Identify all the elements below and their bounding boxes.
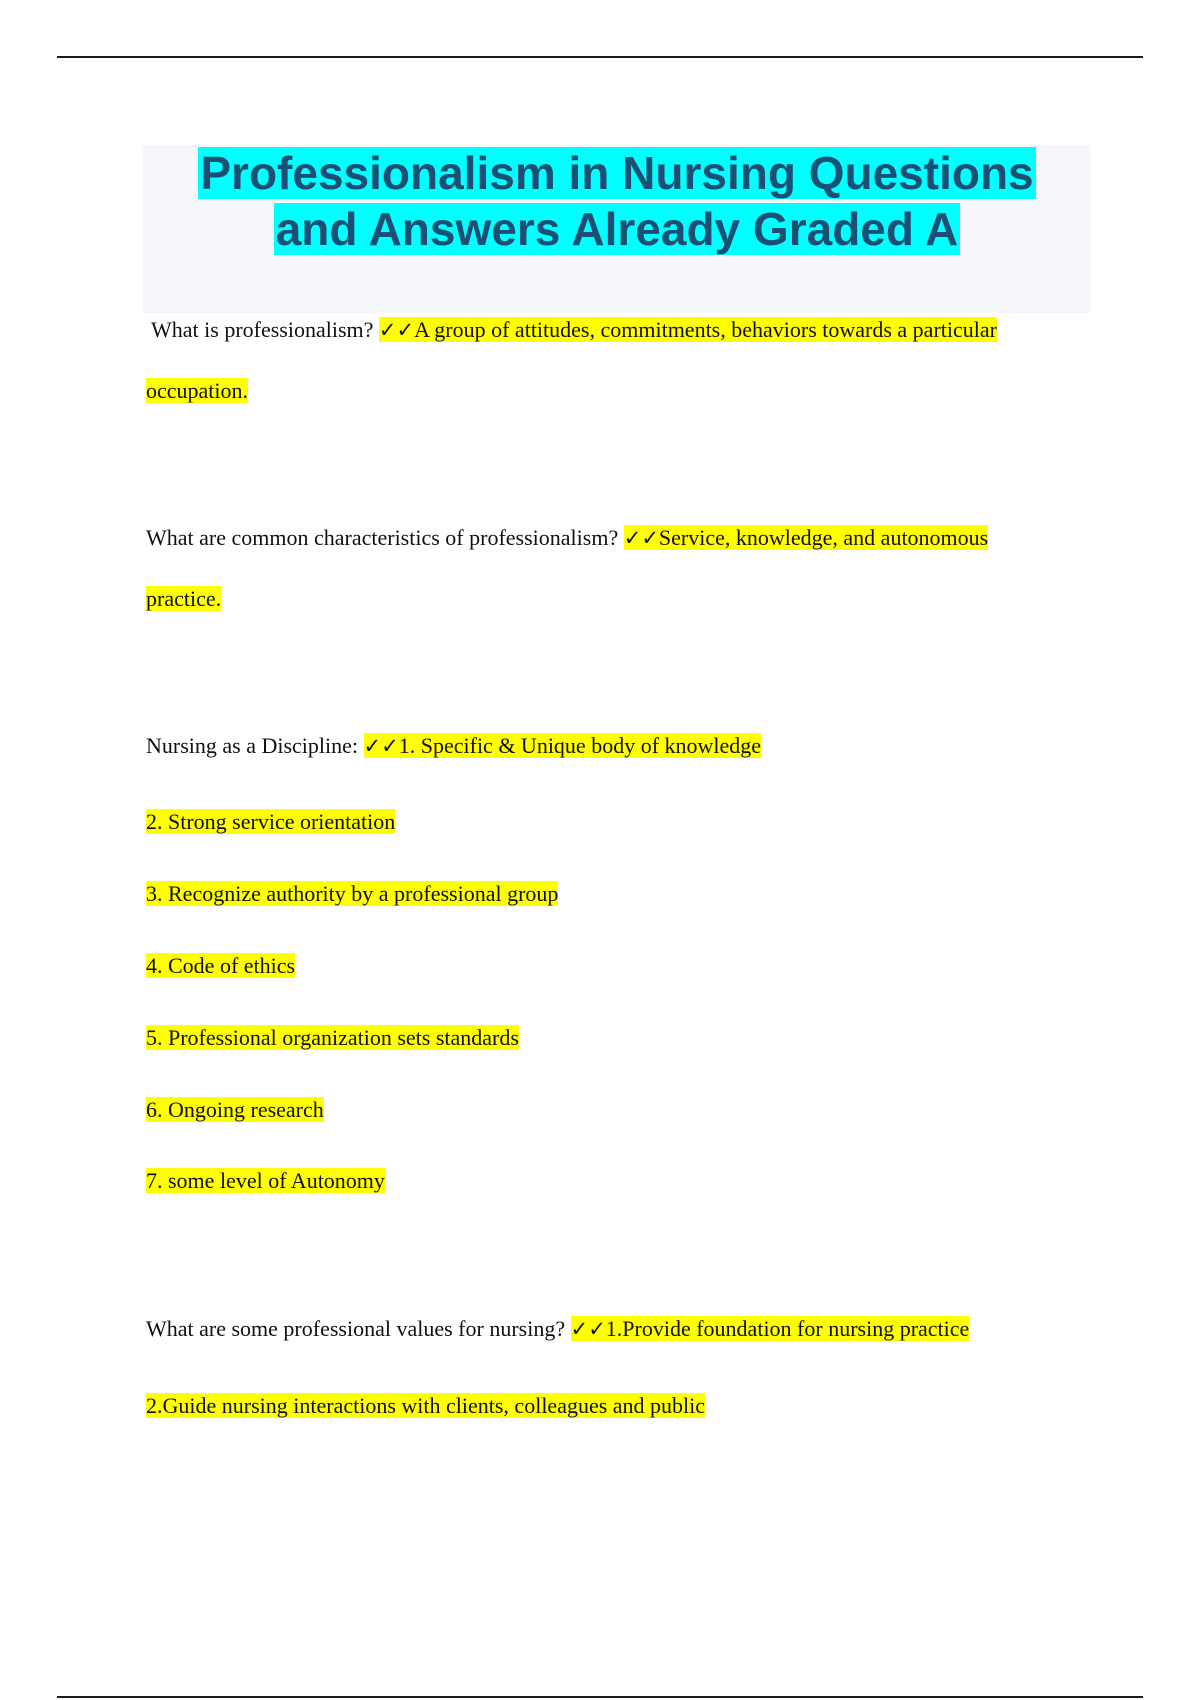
q1-answer-text: A group of attitudes, commitments, behaviors towards a particular	[414, 317, 997, 342]
q3-item-7: 7. some level of Autonomy	[146, 1168, 385, 1193]
footer-rule	[57, 1696, 1143, 1698]
q4-item-2: 2.Guide nursing interactions with clients, colleagues and public	[146, 1393, 706, 1418]
double-check-icon: ✓✓	[570, 1317, 606, 1341]
title-line-1: Professionalism in Nursing Questions	[200, 147, 1034, 199]
double-check-icon: ✓✓	[623, 526, 659, 550]
list-item	[146, 1391, 705, 1421]
list-item	[146, 1095, 324, 1125]
q3-item-5: 5. Professional organization sets standards	[146, 1025, 519, 1050]
q2-answer-text: Service, knowledge, and autonomous	[658, 525, 989, 550]
q4-question: What are some professional values for nursing?	[146, 1316, 566, 1341]
list-item	[146, 879, 558, 909]
header-rule	[57, 56, 1143, 58]
q3-line	[146, 731, 761, 761]
list-item	[146, 807, 395, 837]
q3-item-1: 1. Specific & Unique body of knowledge	[398, 733, 762, 758]
q2-answer	[624, 525, 989, 550]
document-title	[143, 145, 1091, 257]
q4-item-1: 1.Provide foundation for nursing practice	[605, 1316, 970, 1341]
q2-answer-continued	[146, 584, 221, 614]
list-item	[146, 951, 295, 981]
q3-answer	[364, 733, 762, 758]
list-item	[146, 1166, 385, 1196]
double-check-icon: ✓✓	[378, 318, 415, 342]
q3-item-6: 6. Ongoing research	[146, 1097, 324, 1122]
q1-line	[151, 315, 997, 345]
q2-line	[146, 523, 988, 553]
q2-question: What are common characteristics of professionalism?	[146, 525, 619, 550]
q1-answer	[379, 317, 997, 342]
q2-answer-tail: practice.	[146, 586, 222, 611]
q3-question: Nursing as a Discipline:	[146, 733, 359, 758]
q1-question: What is professionalism?	[151, 317, 374, 342]
list-item	[146, 1023, 519, 1053]
q4-line	[146, 1314, 969, 1344]
q1-answer-tail: occupation.	[146, 378, 249, 403]
double-check-icon: ✓✓	[363, 734, 399, 758]
title-line-2: and Answers Already Graded A	[275, 203, 959, 255]
q4-answer	[571, 1316, 970, 1341]
q3-item-3: 3. Recognize authority by a professional group	[146, 881, 559, 906]
q3-item-4: 4. Code of ethics	[146, 953, 296, 978]
q1-answer-continued	[146, 376, 248, 406]
q3-item-2: 2. Strong service orientation	[146, 809, 396, 834]
